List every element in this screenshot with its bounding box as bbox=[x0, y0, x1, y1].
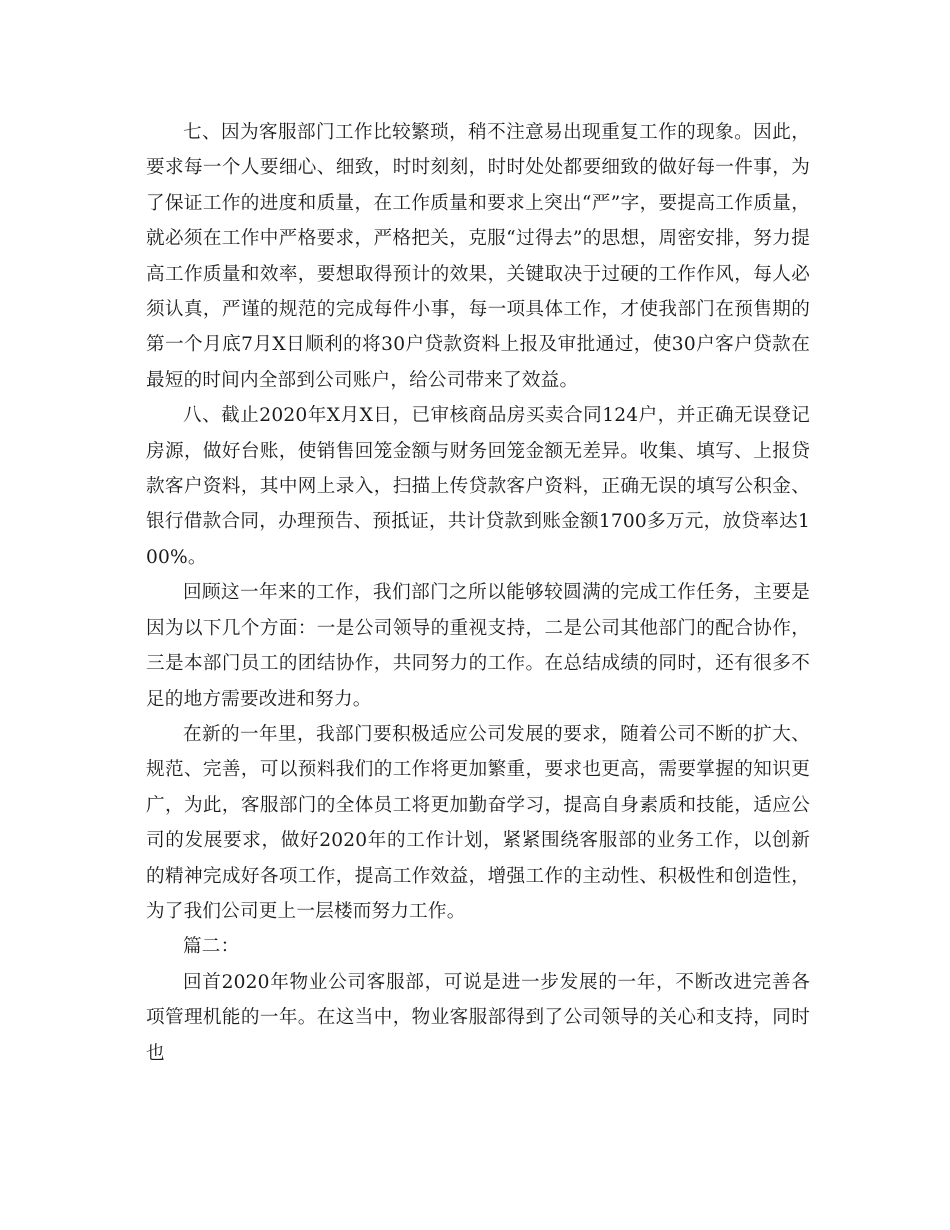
section-heading: 篇二： bbox=[183, 936, 240, 958]
paragraph-8: 八、截止2020年X月X日，已审核商品房买卖合同124户，并正确无误登记房源，做好台账，使销售回笼金额与财务回笼金额无差异。收集、填写、上报贷款客户资料，其中网上录入，扫描上传贷款客户资料，正确无误的填写公积金、银行借款合同，办理预告、预抵证，共计贷款到账金额1700多万元，放贷率达100%。 bbox=[146, 405, 810, 568]
paragraph-review: 回顾这一年来的工作，我们部门之所以能够较圆满的完成工作任务，主要是因为以下几个方面：一是公司领导的重视支持，二是公司其他部门的配合协作，三是本部门员工的团结协作，共同努力的工作。在总结成绩的同时，还有很多不足的地方需要改进和努力。 bbox=[146, 582, 810, 710]
paragraph-new-year: 在新的一年里，我部门要积极适应公司发展的要求，随着公司不断的扩大、规范、完善，可以预料我们的工作将更加繁重，要求也更高，需要掌握的知识更广，为此，客服部门的全体员工将更加勤奋学习，提高自身素质和技能，适应公司的发展要求，做好2020年的工作计划，紧紧围绕客服部的业务工作，以创新的精神完成好各项工作，提高工作效益，增强工作的主动性、积极性和创造性，为了我们公司更上一层楼而努力工作。 bbox=[146, 723, 810, 922]
paragraph-7: 七、因为客服部门工作比较繁琐，稍不注意易出现重复工作的现象。因此，要求每一个人要细心、细致，时时刻刻，时时处处都要细致的做好每一件事，为了保证工作的进度和质量，在工作质量和要求上突出“严”字，要提高工作质量，就必须在工作中严格要求，严格把关，克服“过得去”的思想，周密安排，努力提高工作质量和效率，要想取得预计的效果，关键取决于过硬的工作作风，每人必须认真，严谨的规范的完成每件小事，每一项具体工作，才使我部门在预售期的第一个月底7月X日顺利的将30户贷款资料上报及审批通过，使30户客户贷款在最短的时间内全部到公司账户，给公司带来了效益。 bbox=[146, 122, 810, 391]
paragraph-looking-back: 回首2020年物业公司客服部，可说是进一步发展的一年，不断改进完善各项管理机能的一年。在这当中，物业客服部得到了公司领导的关心和支持，同时也 bbox=[146, 971, 810, 1064]
document-body bbox=[146, 115, 810, 1071]
